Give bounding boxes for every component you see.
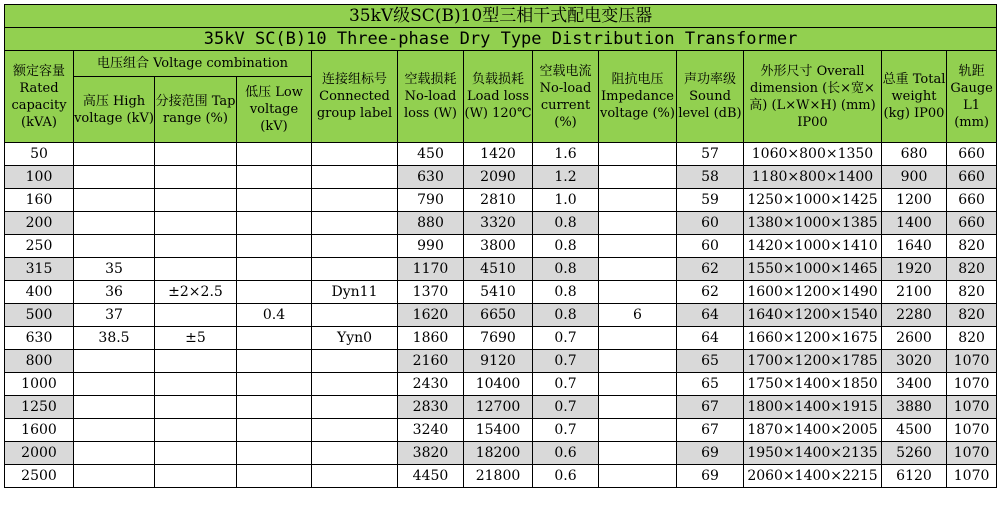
cell-connected-group	[312, 442, 398, 465]
cell-high-voltage	[74, 465, 155, 488]
cell-tap-range: ±5	[155, 327, 237, 350]
cell-sound-level: 67	[677, 419, 744, 442]
cell-low-voltage	[237, 419, 312, 442]
cell-no-load-current: 0.8	[533, 281, 599, 304]
cell-connected-group	[312, 166, 398, 189]
cell-low-voltage: 0.4	[237, 304, 312, 327]
cell-load-loss: 12700	[464, 396, 533, 419]
cell-dimension: 1870×1400×2005	[744, 419, 882, 442]
cell-dimension: 1600×1200×1490	[744, 281, 882, 304]
cell-sound-level: 67	[677, 396, 744, 419]
table-row	[5, 373, 997, 396]
cell-dimension: 1750×1400×1850	[744, 373, 882, 396]
table-row	[5, 396, 997, 419]
cell-gauge: 820	[947, 304, 997, 327]
cell-dimension: 1420×1000×1410	[744, 235, 882, 258]
table-row	[5, 235, 997, 258]
cell-tap-range	[155, 189, 237, 212]
cell-load-loss: 9120	[464, 350, 533, 373]
cell-impedance-voltage	[599, 212, 677, 235]
cell-load-loss: 4510	[464, 258, 533, 281]
cell-no-load-current: 0.8	[533, 258, 599, 281]
cell-dimension: 1180×800×1400	[744, 166, 882, 189]
cell-impedance-voltage	[599, 442, 677, 465]
cell-tap-range	[155, 258, 237, 281]
cell-no-load-current: 0.7	[533, 373, 599, 396]
cell-no-load-current: 1.2	[533, 166, 599, 189]
cell-high-voltage	[74, 166, 155, 189]
cell-weight: 3400	[882, 373, 947, 396]
cell-connected-group	[312, 396, 398, 419]
cell-high-voltage	[74, 373, 155, 396]
header-no-load-current: 空载电流 No-load current (%)	[533, 51, 599, 143]
cell-gauge: 1070	[947, 419, 997, 442]
cell-high-voltage	[74, 442, 155, 465]
cell-connected-group	[312, 143, 398, 166]
cell-no-load-loss: 3240	[398, 419, 464, 442]
cell-impedance-voltage	[599, 373, 677, 396]
cell-no-load-loss: 1170	[398, 258, 464, 281]
cell-connected-group	[312, 258, 398, 281]
cell-capacity: 160	[5, 189, 74, 212]
cell-capacity: 500	[5, 304, 74, 327]
cell-gauge: 660	[947, 189, 997, 212]
cell-impedance-voltage	[599, 465, 677, 488]
cell-capacity: 800	[5, 350, 74, 373]
cell-gauge: 660	[947, 212, 997, 235]
cell-no-load-loss: 4450	[398, 465, 464, 488]
cell-no-load-current: 0.7	[533, 419, 599, 442]
cell-connected-group	[312, 419, 398, 442]
cell-capacity: 315	[5, 258, 74, 281]
cell-connected-group	[312, 373, 398, 396]
cell-low-voltage	[237, 327, 312, 350]
cell-low-voltage	[237, 396, 312, 419]
title-zh: 35kV级SC(B)10型三相干式配电变压器	[5, 5, 997, 28]
cell-tap-range	[155, 442, 237, 465]
table-row	[5, 143, 997, 166]
cell-impedance-voltage	[599, 143, 677, 166]
table-row	[5, 465, 997, 488]
cell-dimension: 1800×1400×1915	[744, 396, 882, 419]
cell-connected-group	[312, 350, 398, 373]
cell-low-voltage	[237, 350, 312, 373]
cell-capacity: 1000	[5, 373, 74, 396]
cell-weight: 2100	[882, 281, 947, 304]
cell-no-load-current: 0.6	[533, 465, 599, 488]
cell-load-loss: 1420	[464, 143, 533, 166]
cell-dimension: 1660×1200×1675	[744, 327, 882, 350]
cell-weight: 2600	[882, 327, 947, 350]
cell-capacity: 100	[5, 166, 74, 189]
cell-load-loss: 21800	[464, 465, 533, 488]
cell-no-load-current: 0.7	[533, 396, 599, 419]
cell-dimension: 1060×800×1350	[744, 143, 882, 166]
cell-tap-range	[155, 143, 237, 166]
cell-no-load-current: 0.6	[533, 442, 599, 465]
cell-no-load-current: 0.8	[533, 212, 599, 235]
cell-tap-range	[155, 212, 237, 235]
cell-load-loss: 7690	[464, 327, 533, 350]
cell-dimension: 1700×1200×1785	[744, 350, 882, 373]
cell-high-voltage	[74, 350, 155, 373]
cell-gauge: 820	[947, 235, 997, 258]
cell-sound-level: 60	[677, 212, 744, 235]
cell-connected-group	[312, 235, 398, 258]
cell-sound-level: 64	[677, 327, 744, 350]
header-connected-group: 连接组标号 Connected group label	[312, 51, 398, 143]
cell-gauge: 660	[947, 166, 997, 189]
cell-capacity: 2500	[5, 465, 74, 488]
cell-weight: 900	[882, 166, 947, 189]
cell-gauge: 820	[947, 258, 997, 281]
table-row	[5, 166, 997, 189]
cell-sound-level: 65	[677, 350, 744, 373]
cell-no-load-loss: 2160	[398, 350, 464, 373]
cell-no-load-current: 1.0	[533, 189, 599, 212]
cell-capacity: 400	[5, 281, 74, 304]
cell-sound-level: 57	[677, 143, 744, 166]
header-load-loss: 负载损耗 Load loss (W) 120℃	[464, 51, 533, 143]
cell-weight: 680	[882, 143, 947, 166]
cell-no-load-current: 0.7	[533, 350, 599, 373]
cell-high-voltage	[74, 189, 155, 212]
cell-sound-level: 69	[677, 442, 744, 465]
cell-low-voltage	[237, 166, 312, 189]
header-no-load-loss: 空载损耗 No-load loss (W)	[398, 51, 464, 143]
cell-weight: 4500	[882, 419, 947, 442]
cell-high-voltage: 35	[74, 258, 155, 281]
cell-load-loss: 10400	[464, 373, 533, 396]
cell-connected-group	[312, 304, 398, 327]
cell-no-load-loss: 1620	[398, 304, 464, 327]
cell-gauge: 1070	[947, 350, 997, 373]
cell-no-load-loss: 3820	[398, 442, 464, 465]
cell-no-load-loss: 880	[398, 212, 464, 235]
cell-load-loss: 15400	[464, 419, 533, 442]
cell-tap-range	[155, 465, 237, 488]
table-row	[5, 442, 997, 465]
cell-high-voltage	[74, 396, 155, 419]
header-overall-dimension: 外形尺寸 Overall dimension (长×宽×高) (L×W×H) (mm) IP00	[744, 51, 882, 143]
cell-weight: 1200	[882, 189, 947, 212]
cell-connected-group	[312, 465, 398, 488]
cell-weight: 6120	[882, 465, 947, 488]
cell-low-voltage	[237, 373, 312, 396]
table-row	[5, 419, 997, 442]
cell-impedance-voltage	[599, 396, 677, 419]
title-en: 35kV SC(B)10 Three-phase Dry Type Distribution Transformer	[5, 28, 997, 51]
cell-tap-range	[155, 373, 237, 396]
cell-tap-range	[155, 304, 237, 327]
cell-impedance-voltage	[599, 189, 677, 212]
cell-sound-level: 60	[677, 235, 744, 258]
header-high-voltage: 高压 High voltage (kV)	[74, 77, 155, 143]
cell-dimension: 1380×1000×1385	[744, 212, 882, 235]
header-impedance-voltage: 阻抗电压 Impedance voltage (%)	[599, 51, 677, 143]
cell-connected-group: Yyn0	[312, 327, 398, 350]
cell-capacity: 50	[5, 143, 74, 166]
cell-tap-range	[155, 166, 237, 189]
cell-load-loss: 3320	[464, 212, 533, 235]
cell-connected-group: Dyn11	[312, 281, 398, 304]
cell-no-load-loss: 2430	[398, 373, 464, 396]
cell-load-loss: 2810	[464, 189, 533, 212]
header-gauge: 轨距 Gauge L1 (mm)	[947, 51, 997, 143]
cell-impedance-voltage	[599, 327, 677, 350]
cell-sound-level: 62	[677, 258, 744, 281]
table-row	[5, 350, 997, 373]
cell-capacity: 1250	[5, 396, 74, 419]
cell-capacity: 1600	[5, 419, 74, 442]
cell-low-voltage	[237, 189, 312, 212]
cell-weight: 3020	[882, 350, 947, 373]
cell-weight: 1400	[882, 212, 947, 235]
table-row	[5, 327, 997, 350]
cell-capacity: 630	[5, 327, 74, 350]
cell-no-load-loss: 450	[398, 143, 464, 166]
cell-no-load-current: 1.6	[533, 143, 599, 166]
cell-no-load-loss: 2830	[398, 396, 464, 419]
table-row	[5, 212, 997, 235]
header-total-weight: 总重 Total weight (kg) IP00	[882, 51, 947, 143]
cell-no-load-loss: 790	[398, 189, 464, 212]
cell-no-load-loss: 630	[398, 166, 464, 189]
cell-sound-level: 64	[677, 304, 744, 327]
cell-gauge: 1070	[947, 373, 997, 396]
cell-gauge: 820	[947, 281, 997, 304]
cell-high-voltage: 36	[74, 281, 155, 304]
cell-no-load-current: 0.8	[533, 304, 599, 327]
cell-impedance-voltage: 6	[599, 304, 677, 327]
cell-low-voltage	[237, 281, 312, 304]
cell-tap-range	[155, 235, 237, 258]
cell-connected-group	[312, 212, 398, 235]
cell-gauge: 1070	[947, 396, 997, 419]
cell-tap-range	[155, 350, 237, 373]
cell-dimension: 1550×1000×1465	[744, 258, 882, 281]
cell-sound-level: 58	[677, 166, 744, 189]
cell-capacity: 200	[5, 212, 74, 235]
cell-impedance-voltage	[599, 281, 677, 304]
cell-high-voltage	[74, 419, 155, 442]
cell-high-voltage: 37	[74, 304, 155, 327]
table-row	[5, 189, 997, 212]
table-row	[5, 304, 997, 327]
cell-sound-level: 59	[677, 189, 744, 212]
cell-impedance-voltage	[599, 419, 677, 442]
cell-sound-level: 62	[677, 281, 744, 304]
cell-no-load-loss: 1860	[398, 327, 464, 350]
cell-capacity: 250	[5, 235, 74, 258]
cell-high-voltage	[74, 235, 155, 258]
cell-load-loss: 5410	[464, 281, 533, 304]
cell-high-voltage	[74, 212, 155, 235]
cell-dimension: 1250×1000×1425	[744, 189, 882, 212]
cell-dimension: 1950×1400×2135	[744, 442, 882, 465]
cell-load-loss: 6650	[464, 304, 533, 327]
spec-table	[4, 4, 997, 488]
cell-impedance-voltage	[599, 166, 677, 189]
table-row	[5, 258, 997, 281]
cell-low-voltage	[237, 442, 312, 465]
cell-gauge: 660	[947, 143, 997, 166]
cell-impedance-voltage	[599, 235, 677, 258]
cell-no-load-current: 0.7	[533, 327, 599, 350]
cell-no-load-loss: 1370	[398, 281, 464, 304]
cell-tap-range	[155, 396, 237, 419]
header-tap-range: 分接范围 Tap range (%)	[155, 77, 237, 143]
cell-no-load-loss: 990	[398, 235, 464, 258]
cell-no-load-current: 0.8	[533, 235, 599, 258]
cell-low-voltage	[237, 235, 312, 258]
cell-weight: 1920	[882, 258, 947, 281]
cell-high-voltage: 38.5	[74, 327, 155, 350]
cell-connected-group	[312, 189, 398, 212]
header-low-voltage: 低压 Low voltage (kV)	[237, 77, 312, 143]
cell-tap-range	[155, 419, 237, 442]
cell-impedance-voltage	[599, 350, 677, 373]
cell-high-voltage	[74, 143, 155, 166]
cell-impedance-voltage	[599, 258, 677, 281]
cell-gauge: 1070	[947, 442, 997, 465]
header-voltage-combination: 电压组合 Voltage combination	[74, 51, 312, 77]
table-body	[5, 143, 997, 488]
cell-weight: 1640	[882, 235, 947, 258]
cell-dimension: 2060×1400×2215	[744, 465, 882, 488]
cell-weight: 3880	[882, 396, 947, 419]
cell-low-voltage	[237, 465, 312, 488]
cell-sound-level: 65	[677, 373, 744, 396]
cell-weight: 5260	[882, 442, 947, 465]
header-rated-capacity: 额定容量 Rated capacity (kVA)	[5, 51, 74, 143]
cell-load-loss: 18200	[464, 442, 533, 465]
cell-load-loss: 2090	[464, 166, 533, 189]
cell-gauge: 820	[947, 327, 997, 350]
table-row	[5, 281, 997, 304]
cell-weight: 2280	[882, 304, 947, 327]
cell-gauge: 1070	[947, 465, 997, 488]
cell-load-loss: 3800	[464, 235, 533, 258]
cell-tap-range: ±2×2.5	[155, 281, 237, 304]
header-sound-level: 声功率级 Sound level (dB)	[677, 51, 744, 143]
cell-low-voltage	[237, 258, 312, 281]
cell-dimension: 1640×1200×1540	[744, 304, 882, 327]
cell-sound-level: 69	[677, 465, 744, 488]
cell-low-voltage	[237, 143, 312, 166]
cell-low-voltage	[237, 212, 312, 235]
cell-capacity: 2000	[5, 442, 74, 465]
